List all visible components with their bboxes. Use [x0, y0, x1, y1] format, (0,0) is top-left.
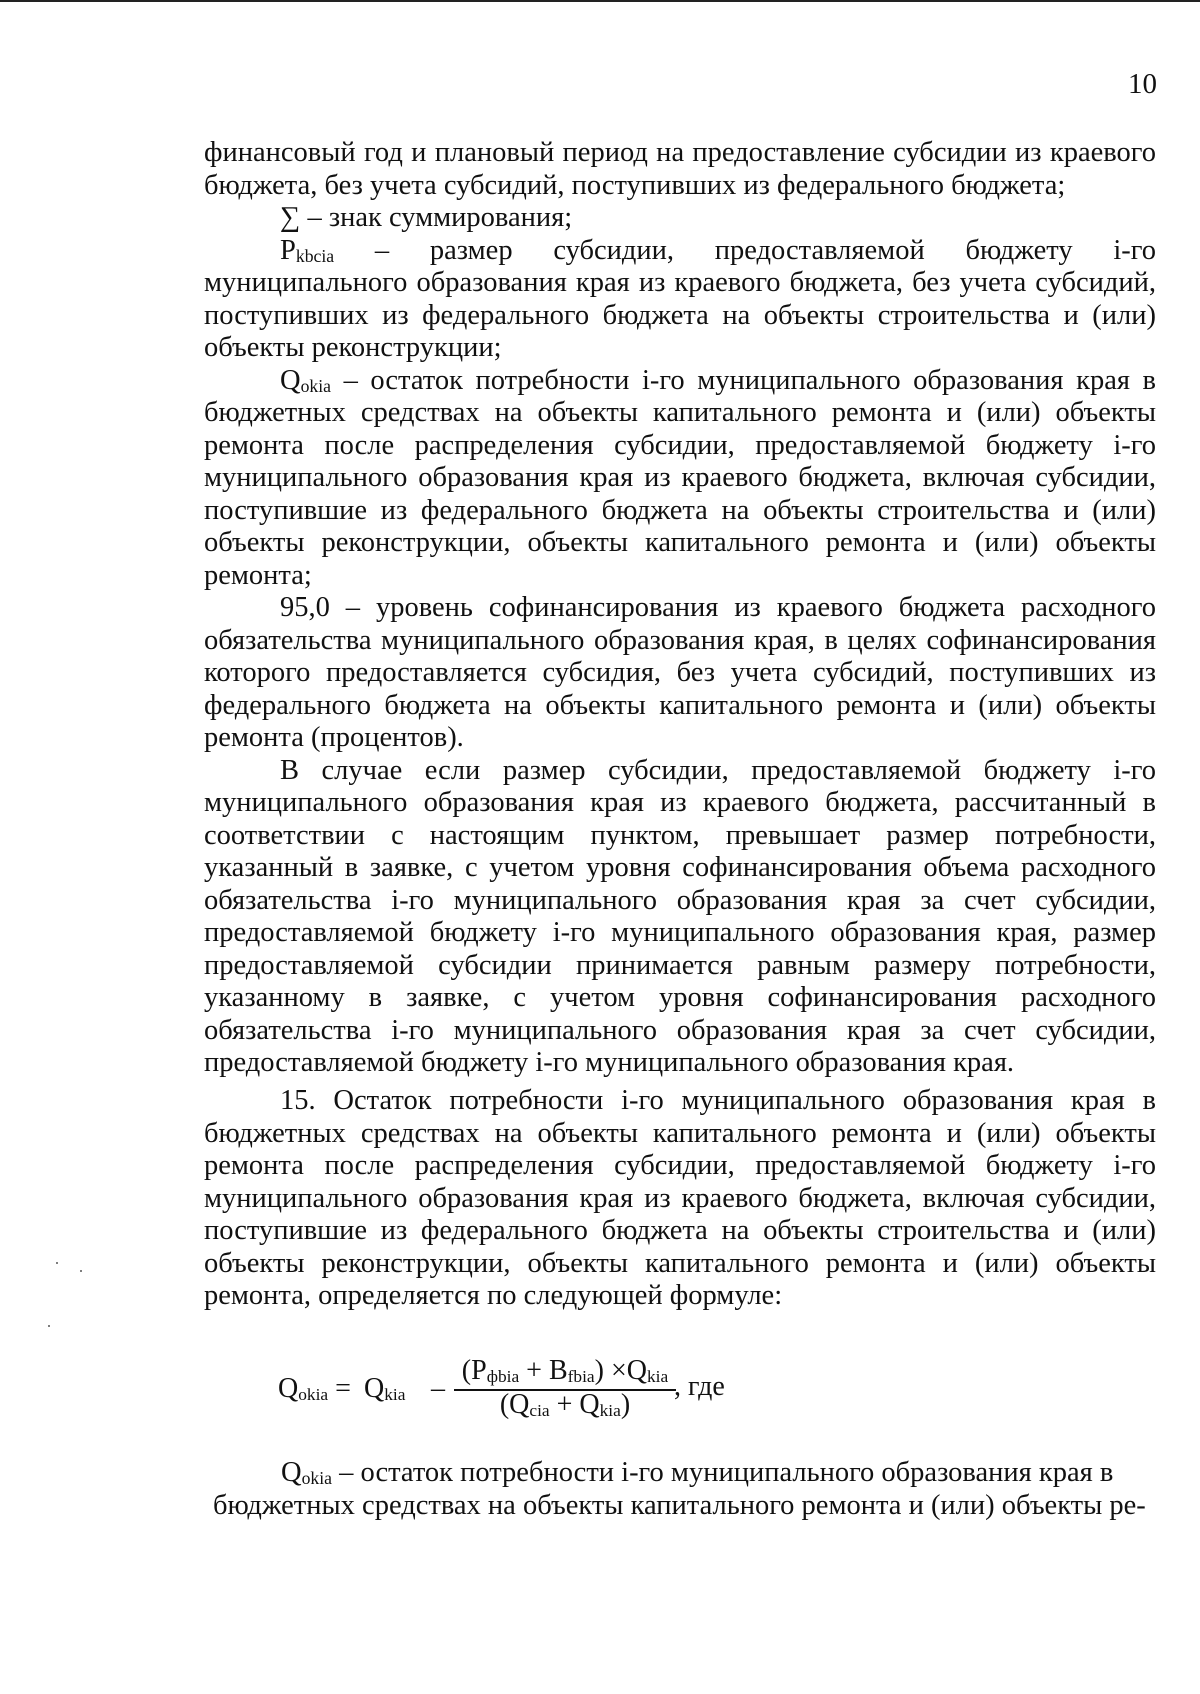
top-border-line	[0, 0, 1200, 2]
variable-definition: – размер субсидии, предоставляемой бюджету i-го муниципального образования края из краевого бюджета, без учета субсидий, поступивших из федерального бюджета на объекты строительства и (или) объекты реконструкции;	[204, 234, 1156, 363]
paragraph-pkbcia-definition	[204, 235, 1156, 365]
scan-speck	[80, 1270, 82, 1272]
formula-where: , где	[674, 1371, 725, 1402]
formula-denominator: $(Q_{cia} + Q_{kia})$	[499, 1389, 631, 1420]
variable-subscript: okia	[300, 375, 331, 396]
formula-rhs-term: $Q_{kia}$	[364, 1373, 406, 1404]
paragraph-cofinancing-level: 95,0 – уровень софинансирования из краевого бюджета расходного обязательства муниципального образования края, в целях софинансирования которого предоставляется субсидия, без учета субсидий, поступивших из федерального бюджета на объекты капитального ремонта и (или) объекты ремонта (процентов).	[204, 592, 1156, 753]
variable-symbol: P	[280, 234, 296, 266]
paragraph-subsidy-limit: В случае если размер субсидии, предоставляемой бюджету i-го муниципального образования края из краевого бюджета, рассчитанный в соответствии с настоящим пунктом, превышает размер потребности, указанный в заявке, с учетом уровня софинансирования объема расходного обязательства i-го муниципального образования края за счет субсидии, предоставляемой бюджету i-го муниципального образования края, размер предоставляемой субсидии принимается равным размеру потребности, указанному в заявке, с учетом уровня софинансирования расходного обязательства i-го муниципального образования края за счет субсидии, предоставляемой бюджету i-го муниципального образования края.	[204, 754, 1156, 1078]
text-block-section-15	[204, 1085, 1156, 1313]
variable-symbol: Q	[280, 364, 301, 396]
scan-speck	[48, 1325, 50, 1327]
paragraph-sum-symbol	[204, 202, 1156, 235]
paragraph-continuation: финансовый год и плановый период на предоставление субсидии из краевого бюджета, без учета субсидий, поступивших из федерального бюджета;	[204, 137, 1156, 201]
paragraph-continuation-end: бюджетных средствах на объекты капитального ремонта и (или) объекты ре-	[213, 1489, 1146, 1521]
formula-lhs: $Q_{okia}$ =	[278, 1373, 351, 1404]
paragraph-section-15: 15. Остаток потребности i-го муниципального образования края в бюджетных средствах на объекты капитального ремонта и (или) объекты ремонта после распределения субсидии, предоставляемой бюджету i-го муниципального образования края из краевого бюджета, включая субсидии, поступившие из федерального бюджета на объекты строительства и (или) объекты реконструкции, объекты капитального ремонта и (или) объекты ремонта, определяется по следующей формуле:	[204, 1085, 1156, 1311]
text-block-definitions	[204, 137, 1156, 1080]
page-number: 10	[1128, 68, 1157, 100]
paragraph-qokia-definition	[204, 365, 1156, 593]
variable-definition: – остаток потребности i-го муниципального образования края в бюджетных средствах на объекты капитального ремонта и (или) объекты ремонта после распределения субсидии, предоставляемой бюджету i-го муниципального образования края из краевого бюджета, включая субсидии, поступившие из федерального бюджета на объекты строительства и (или) объекты реконструкции, объекты капитального ремонта и (или) объекты ремонта;	[204, 364, 1156, 591]
sum-definition: – знак суммирования;	[300, 202, 573, 233]
variable-definition: – остаток потребности i-го муниципального образования края в	[332, 1457, 1114, 1488]
variable-subscript: okia	[301, 1468, 332, 1488]
formula-numerator: $(P_{фbia} + B_{fbia}) \times Q_{kia}$	[461, 1355, 669, 1386]
variable-symbol: Q	[281, 1457, 302, 1488]
text-block-qokia-definition	[213, 1457, 1157, 1522]
formula-minus: –	[431, 1373, 445, 1404]
scan-speck	[56, 1262, 58, 1264]
variable-subscript: kbcia	[295, 245, 335, 266]
sum-symbol: ∑	[280, 202, 301, 233]
paragraph-qokia-definition-2	[213, 1457, 1157, 1490]
